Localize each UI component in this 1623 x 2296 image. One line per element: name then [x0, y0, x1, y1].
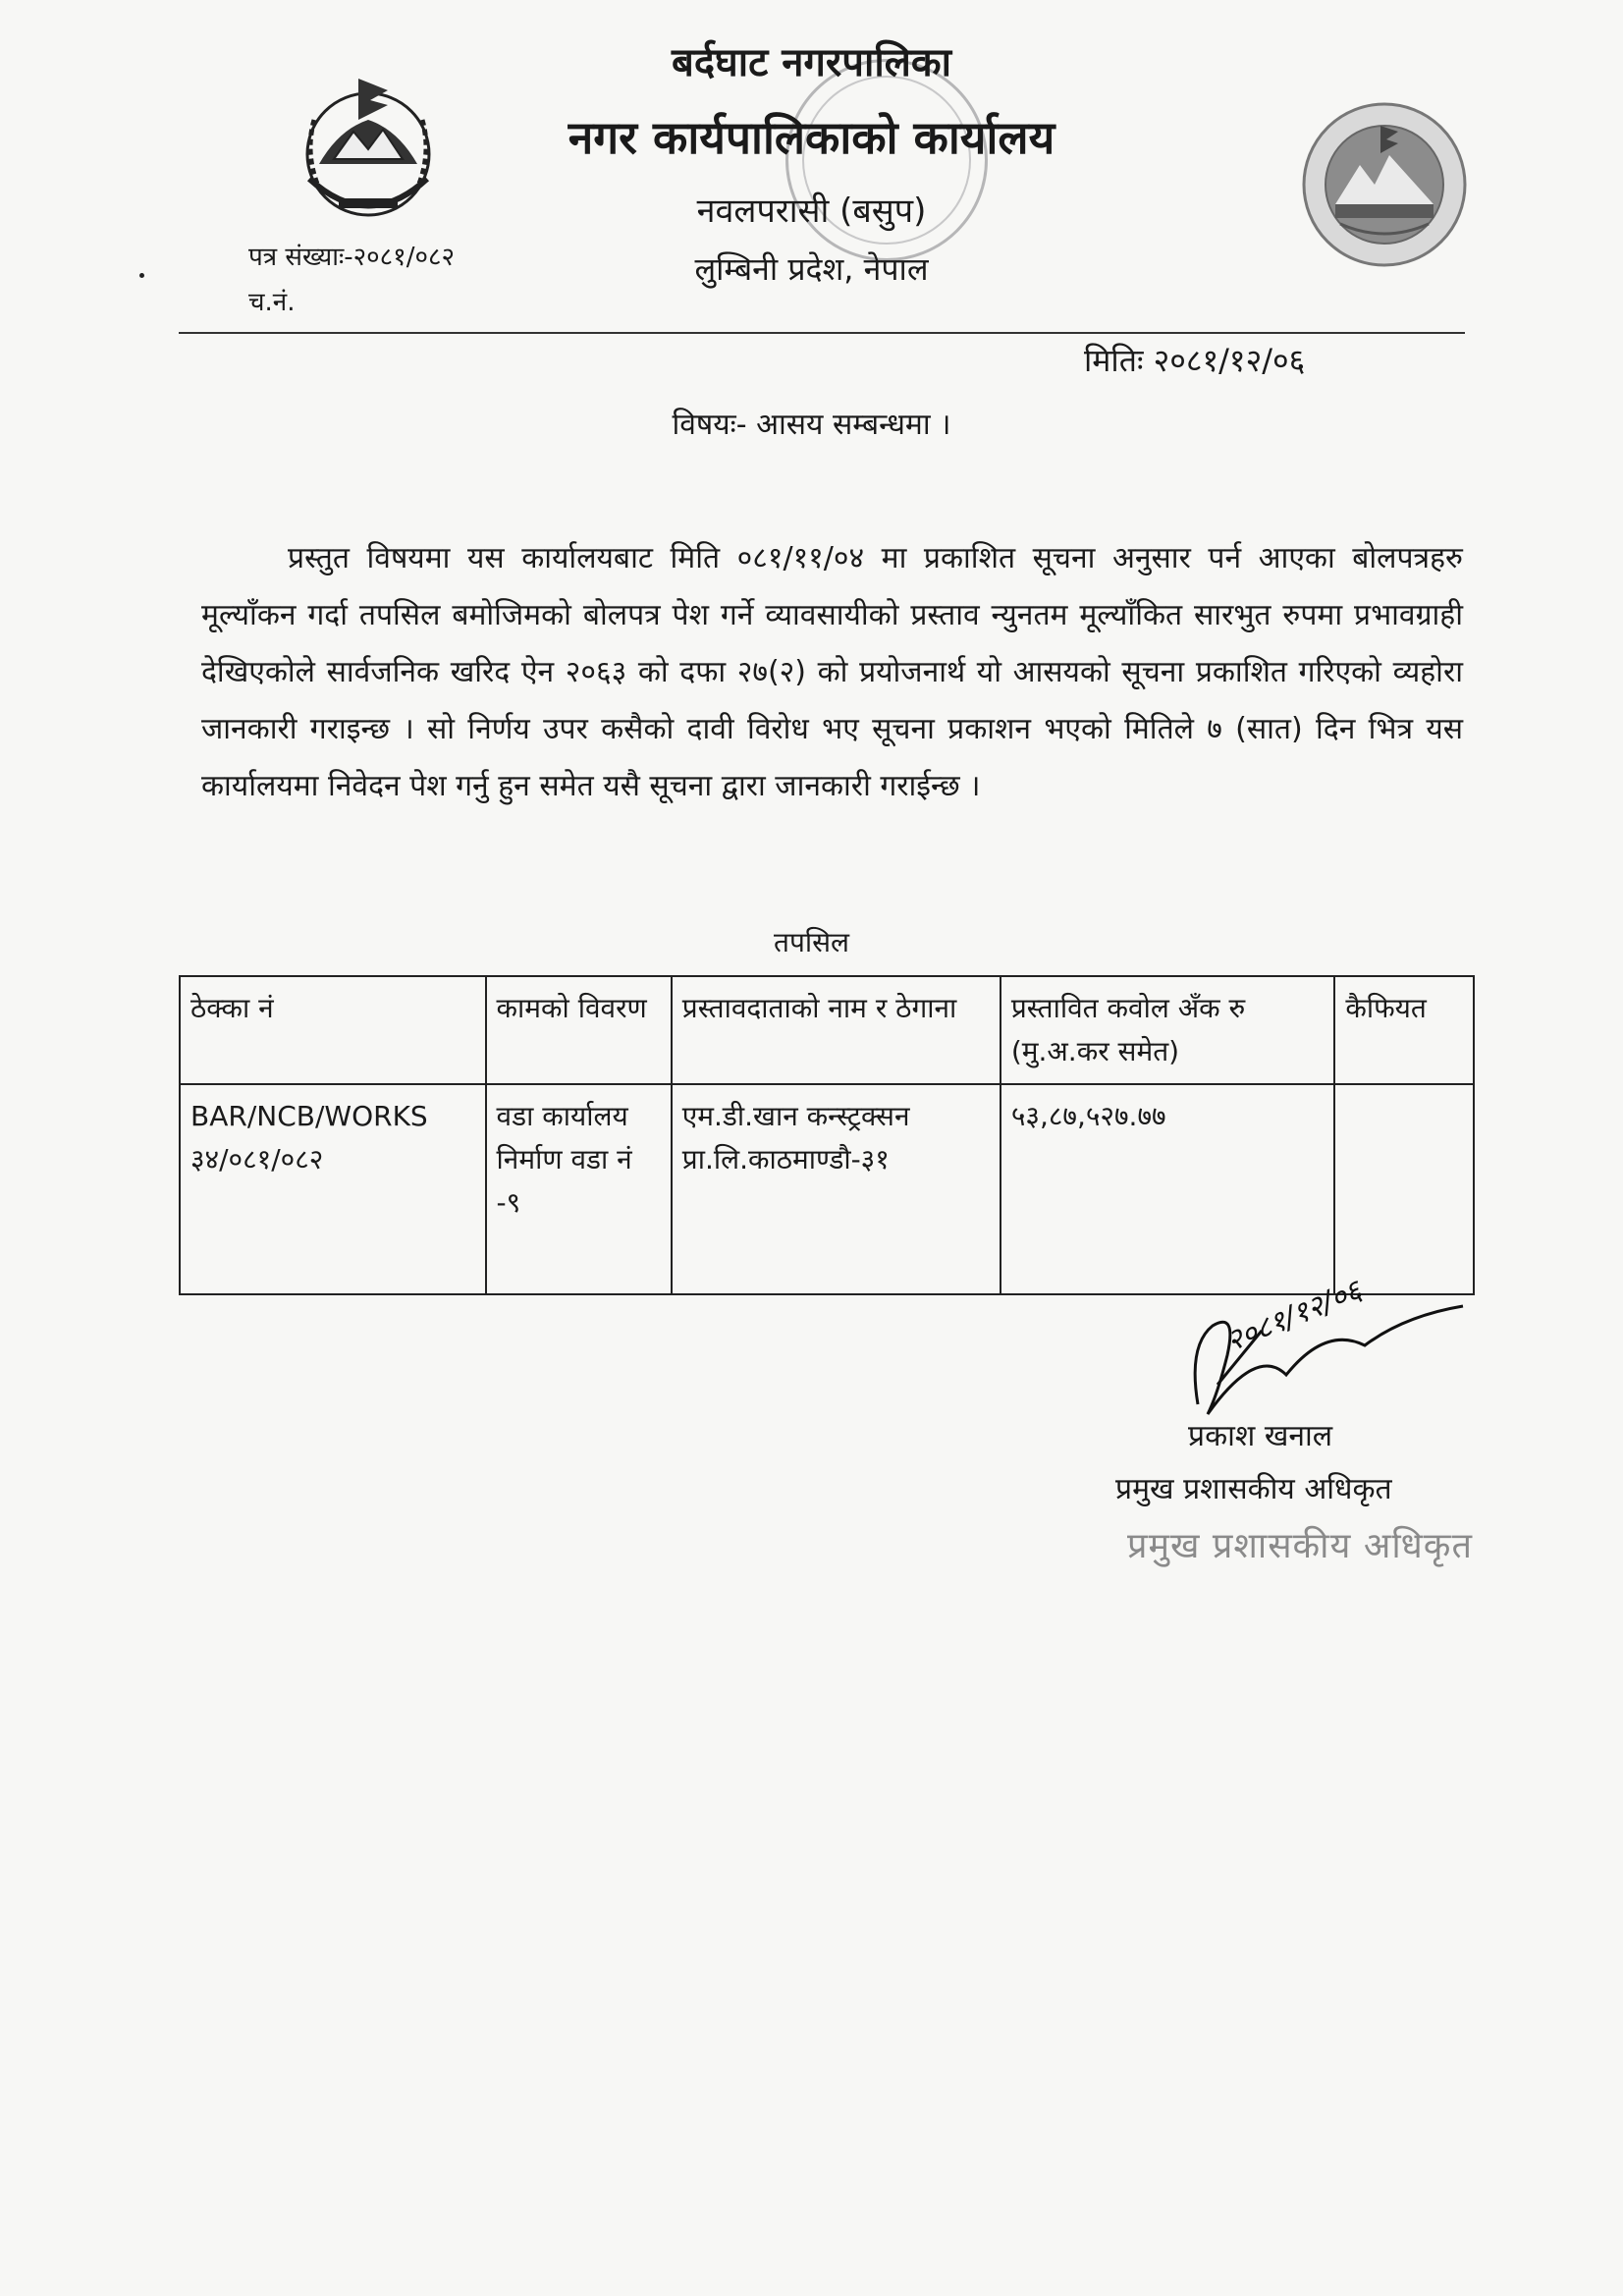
office-name: नगर कार्यपालिकाको कार्यालय — [568, 111, 1055, 164]
header-remarks: कैफियत — [1334, 976, 1474, 1084]
schedule-table — [179, 975, 1475, 1295]
signer-name: प्रकाश खनाल — [1188, 1419, 1333, 1453]
header-bidder: प्रस्तावदाताको नाम र ठेगाना — [672, 976, 1001, 1084]
table-header-row — [180, 976, 1474, 1084]
letter-number: पत्र संख्याः-२०८१/०८२ — [248, 243, 456, 272]
table-row — [180, 1084, 1474, 1294]
cell-bidder: एम.डी.खान कन्स्ट्रक्सन प्रा.लि.काठमाण्डौ-३१ — [672, 1084, 1001, 1294]
designation-stamp: प्रमुख प्रशासकीय अधिकृत — [1127, 1526, 1473, 1566]
ink-dot — [139, 273, 144, 278]
header-work-description: कामको विवरण — [486, 976, 672, 1084]
cell-bid-amount: ५३,८७,५२७.७७ — [1001, 1084, 1334, 1294]
letter-date: मितिः २०८१/१२/०६ — [1084, 342, 1306, 379]
cell-work-description: वडा कार्यालय निर्माण वडा नं -९ — [486, 1084, 672, 1294]
schedule-title: तपसिल — [773, 926, 850, 958]
district-name: नवलपरासी (बसुप) — [696, 191, 927, 231]
header-contract-no: ठेक्का नं — [180, 976, 486, 1084]
signer-designation: प्रमुख प्रशासकीय अधिकृत — [1115, 1472, 1392, 1506]
handwritten-date: २०८१/१२/०६ — [1221, 1273, 1367, 1359]
dispatch-number: च.नं. — [248, 288, 296, 317]
cell-remarks — [1334, 1084, 1474, 1294]
province-name: लुम्बिनी प्रदेश, नेपाल — [694, 250, 929, 288]
header-bid-amount: प्रस्तावित कवोल अँक रु (मु.अ.कर समेत) — [1001, 976, 1334, 1084]
letter-body: प्रस्तुत विषयमा यस कार्यालयबाट मिति ०८१/११/०४ मा प्रकाशित सूचना अनुसार पर्न आएका बोलपत्रहरु मूल्याँकन गर्दा तपसिल बमोजिमको बोलपत्र पेश गर्ने व्यावसायीको प्रस्ताव न्युनतम मूल्याँकित सारभुत रुपमा प्रभावग्राही देखिएकोले सार्वजनिक खरिद ऐन २०६३ को दफा २७(२) को प्रयोजनार्थ यो आसयको सूचना प्रकाशित गरिएको व्यहोरा जानकारी गराइन्छ । सो निर्णय उपर कसैको दावी विरोध भए सूचना प्रकाशन भएको मितिले ७ (सात) दिन भित्र यस कार्यालयमा निवेदन पेश गर्नु हुन समेत यसै सूचना द्वारा जानकारी गराईन्छ । — [201, 541, 1463, 803]
cell-contract-no: BAR/NCB/WORKS ३४/०८१/०८२ — [180, 1084, 486, 1294]
municipality-name: बर्दघाट नगरपालिका — [672, 40, 951, 85]
header-divider — [179, 332, 1465, 334]
letter-subject: विषयः- आसय सम्बन्धमा । — [672, 408, 951, 442]
